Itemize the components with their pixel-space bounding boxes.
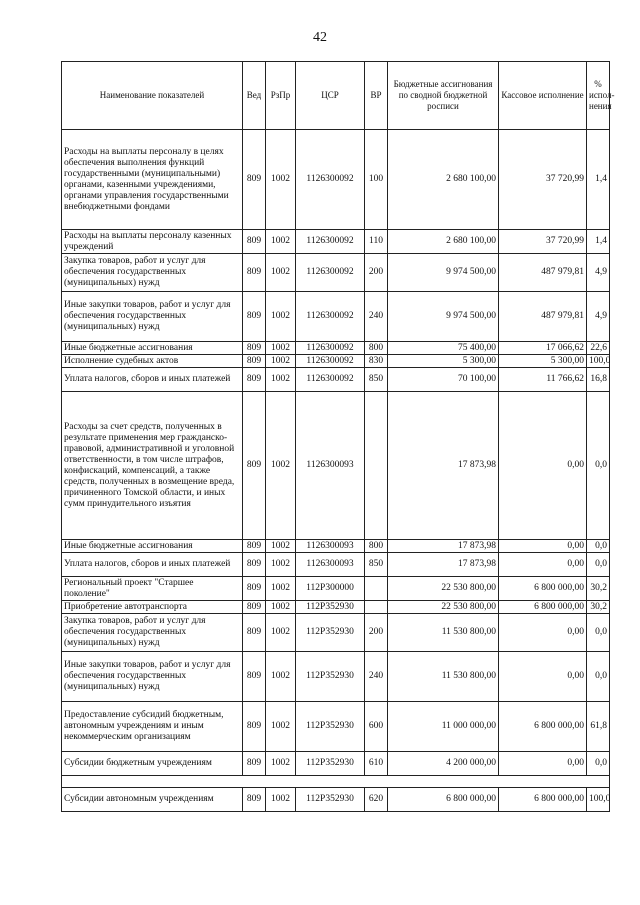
cell-name: Иные закупки товаров, работ и услуг для обеспечения государственных (муниципальных) нужд xyxy=(62,292,243,342)
cell-name: Закупка товаров, работ и услуг для обеспечения государственных (муниципальных) нужд xyxy=(62,614,243,652)
cell-csr: 112P352930 xyxy=(296,601,365,614)
cell-ved: 809 xyxy=(243,355,266,368)
col-header-rzpr: РзПр xyxy=(266,62,296,130)
cell-budget: 11 530 800,00 xyxy=(388,652,499,702)
table-row xyxy=(62,540,610,553)
cell-pct: 61,8 xyxy=(587,702,610,752)
cell-cash: 0,00 xyxy=(499,553,587,577)
table-row xyxy=(62,577,610,601)
col-header-vr: ВР xyxy=(365,62,388,130)
cell-ved: 809 xyxy=(243,601,266,614)
cell-pct: 100,0 xyxy=(587,355,610,368)
budget-execution-table xyxy=(61,61,615,812)
table-row xyxy=(62,752,610,776)
cell-name: Уплата налогов, сборов и иных платежей xyxy=(62,368,243,392)
table-row xyxy=(62,702,610,752)
cell-csr: 112P352930 xyxy=(296,788,365,812)
cell-rzpr: 1002 xyxy=(266,254,296,292)
cell-name: Субсидии бюджетным учреждениям xyxy=(62,752,243,776)
cell-csr: 112P352930 xyxy=(296,614,365,652)
cell-cash: 0,00 xyxy=(499,540,587,553)
cell-budget: 9 974 500,00 xyxy=(388,292,499,342)
cell-pct: 0,0 xyxy=(587,540,610,553)
cell-rzpr: 1002 xyxy=(266,652,296,702)
cell-rzpr: 1002 xyxy=(266,292,296,342)
table-row xyxy=(62,355,610,368)
cell-ved: 809 xyxy=(243,368,266,392)
cell-ved: 809 xyxy=(243,553,266,577)
cell-rzpr: 1002 xyxy=(266,553,296,577)
cell-rzpr: 1002 xyxy=(266,702,296,752)
cell-pct: 100,0 xyxy=(587,788,610,812)
cell-rzpr: 1002 xyxy=(266,577,296,601)
cell-name: Иные закупки товаров, работ и услуг для обеспечения государственных (муниципальных) нужд xyxy=(62,652,243,702)
cell-cash: 487 979,81 xyxy=(499,292,587,342)
cell-budget: 9 974 500,00 xyxy=(388,254,499,292)
cell-name: Предоставление субсидий бюджетным, автономным учреждениям и иным некоммерческим организациям xyxy=(62,702,243,752)
cell-vr: 240 xyxy=(365,292,388,342)
cell-name: Иные бюджетные ассигнования xyxy=(62,540,243,553)
cell-name: Расходы на выплаты персоналу в целях обеспечения выполнения функций государственными (муниципальными) органами, казенными учреждениями, органами управления государственными внебюджетными фондами xyxy=(62,130,243,230)
cell-rzpr: 1002 xyxy=(266,540,296,553)
cell-budget: 11 530 800,00 xyxy=(388,614,499,652)
col-header-budget: Бюджетные ассигнования по сводной бюджетной росписи xyxy=(388,62,499,130)
cell-csr: 1126300093 xyxy=(296,392,365,540)
cell-name: Иные бюджетные ассигнования xyxy=(62,342,243,355)
cell-ved: 809 xyxy=(243,752,266,776)
cell-csr: 112P352930 xyxy=(296,652,365,702)
cell-pct: 0,0 xyxy=(587,652,610,702)
cell-cash: 6 800 000,00 xyxy=(499,702,587,752)
cell-vr: 600 xyxy=(365,702,388,752)
cell-ved: 809 xyxy=(243,292,266,342)
table-row xyxy=(62,342,610,355)
cell-csr: 1126300093 xyxy=(296,553,365,577)
col-header-csr: ЦСР xyxy=(296,62,365,130)
cell-pct: 0,0 xyxy=(587,392,610,540)
cell-vr: 200 xyxy=(365,254,388,292)
cell-cash: 6 800 000,00 xyxy=(499,577,587,601)
cell-ved: 809 xyxy=(243,652,266,702)
cell-rzpr: 1002 xyxy=(266,342,296,355)
table-row xyxy=(62,254,610,292)
table-header-row xyxy=(62,62,610,130)
cell-name: Расходы на выплаты персоналу казенных учреждений xyxy=(62,230,243,254)
cell-vr: 800 xyxy=(365,342,388,355)
cell-rzpr: 1002 xyxy=(266,230,296,254)
cell-budget: 5 300,00 xyxy=(388,355,499,368)
table-row xyxy=(62,230,610,254)
cell-cash: 0,00 xyxy=(499,392,587,540)
cell-budget: 2 680 100,00 xyxy=(388,230,499,254)
cell-budget: 11 000 000,00 xyxy=(388,702,499,752)
cell-name: Субсидии автономным учреждениям xyxy=(62,788,243,812)
cell-vr: 850 xyxy=(365,368,388,392)
cell-pct: 1,4 xyxy=(587,130,610,230)
cell-vr: 830 xyxy=(365,355,388,368)
cell-ved: 809 xyxy=(243,702,266,752)
cell-pct: 0,0 xyxy=(587,614,610,652)
cell-ved: 809 xyxy=(243,342,266,355)
col-header-pct: % испол-нения xyxy=(587,62,610,130)
table-row xyxy=(62,392,610,540)
cell-csr: 1126300092 xyxy=(296,342,365,355)
cell-budget: 75 400,00 xyxy=(388,342,499,355)
cell-csr: 1126300092 xyxy=(296,368,365,392)
table-row xyxy=(62,130,610,230)
cell-vr: 240 xyxy=(365,652,388,702)
cell-cash: 5 300,00 xyxy=(499,355,587,368)
cell-vr: 110 xyxy=(365,230,388,254)
cell-pct: 16,8 xyxy=(587,368,610,392)
cell-rzpr: 1002 xyxy=(266,368,296,392)
cell-vr: 610 xyxy=(365,752,388,776)
cell-rzpr: 1002 xyxy=(266,788,296,812)
cell-name: Приобретение автотранспорта xyxy=(62,601,243,614)
cell-vr: 800 xyxy=(365,540,388,553)
cell-ved: 809 xyxy=(243,577,266,601)
cell-budget: 70 100,00 xyxy=(388,368,499,392)
cell-pct: 30,2 xyxy=(587,577,610,601)
row-spacer xyxy=(62,776,610,788)
cell-pct: 0,0 xyxy=(587,752,610,776)
cell-cash: 37 720,99 xyxy=(499,130,587,230)
cell-cash: 6 800 000,00 xyxy=(499,788,587,812)
cell-pct: 22,6 xyxy=(587,342,610,355)
cell-csr: 1126300092 xyxy=(296,230,365,254)
cell-vr: 620 xyxy=(365,788,388,812)
cell-vr: 100 xyxy=(365,130,388,230)
cell-csr: 1126300092 xyxy=(296,355,365,368)
cell-cash: 487 979,81 xyxy=(499,254,587,292)
cell-name: Региональный проект "Старшее поколение" xyxy=(62,577,243,601)
table-row xyxy=(62,614,610,652)
cell-name: Исполнение судебных актов xyxy=(62,355,243,368)
cell-name: Уплата налогов, сборов и иных платежей xyxy=(62,553,243,577)
cell-rzpr: 1002 xyxy=(266,355,296,368)
col-header-cash: Кассовое исполнение xyxy=(499,62,587,130)
page-number: 42 xyxy=(313,30,327,45)
cell-ved: 809 xyxy=(243,230,266,254)
cell-budget: 22 530 800,00 xyxy=(388,601,499,614)
cell-ved: 809 xyxy=(243,614,266,652)
cell-cash: 37 720,99 xyxy=(499,230,587,254)
cell-ved: 809 xyxy=(243,788,266,812)
cell-pct: 1,4 xyxy=(587,230,610,254)
row-spacer-cell xyxy=(62,776,610,788)
cell-csr: 1126300093 xyxy=(296,540,365,553)
cell-budget: 6 800 000,00 xyxy=(388,788,499,812)
cell-name: Закупка товаров, работ и услуг для обеспечения государственных (муниципальных) нужд xyxy=(62,254,243,292)
table-row xyxy=(62,292,610,342)
cell-pct: 30,2 xyxy=(587,601,610,614)
cell-ved: 809 xyxy=(243,254,266,292)
cell-rzpr: 1002 xyxy=(266,130,296,230)
col-header-ved: Вед xyxy=(243,62,266,130)
cell-rzpr: 1002 xyxy=(266,614,296,652)
cell-vr xyxy=(365,392,388,540)
cell-ved: 809 xyxy=(243,540,266,553)
table-row xyxy=(62,368,610,392)
cell-budget: 2 680 100,00 xyxy=(388,130,499,230)
cell-budget: 17 873,98 xyxy=(388,553,499,577)
cell-csr: 112P352930 xyxy=(296,752,365,776)
cell-cash: 11 766,62 xyxy=(499,368,587,392)
cell-csr: 1126300092 xyxy=(296,130,365,230)
cell-cash: 6 800 000,00 xyxy=(499,601,587,614)
cell-rzpr: 1002 xyxy=(266,752,296,776)
cell-name: Расходы за счет средств, полученных в результате применения мер гражданско-правовой, административной и уголовной ответственности, в том числе штрафов, конфискаций, компенсаций, а также средств, полученных в возмещение вреда, причиненного Томской области, и иных сумм принудительного изъятия xyxy=(62,392,243,540)
cell-csr: 112P300000 xyxy=(296,577,365,601)
table-row xyxy=(62,652,610,702)
col-header-name: Наименование показателей xyxy=(62,62,243,130)
cell-cash: 0,00 xyxy=(499,652,587,702)
table-row xyxy=(62,788,610,812)
cell-budget: 17 873,98 xyxy=(388,540,499,553)
cell-csr: 1126300092 xyxy=(296,292,365,342)
cell-vr xyxy=(365,601,388,614)
cell-pct: 0,0 xyxy=(587,553,610,577)
cell-cash: 0,00 xyxy=(499,752,587,776)
cell-vr xyxy=(365,577,388,601)
cell-pct: 4,9 xyxy=(587,292,610,342)
cell-budget: 4 200 000,00 xyxy=(388,752,499,776)
cell-budget: 22 530 800,00 xyxy=(388,577,499,601)
table-row xyxy=(62,601,610,614)
cell-budget: 17 873,98 xyxy=(388,392,499,540)
cell-pct: 4,9 xyxy=(587,254,610,292)
cell-csr: 112P352930 xyxy=(296,702,365,752)
cell-ved: 809 xyxy=(243,130,266,230)
cell-vr: 200 xyxy=(365,614,388,652)
table-row xyxy=(62,553,610,577)
cell-rzpr: 1002 xyxy=(266,392,296,540)
cell-csr: 1126300092 xyxy=(296,254,365,292)
cell-ved: 809 xyxy=(243,392,266,540)
cell-cash: 0,00 xyxy=(499,614,587,652)
cell-cash: 17 066,62 xyxy=(499,342,587,355)
cell-rzpr: 1002 xyxy=(266,601,296,614)
cell-vr: 850 xyxy=(365,553,388,577)
